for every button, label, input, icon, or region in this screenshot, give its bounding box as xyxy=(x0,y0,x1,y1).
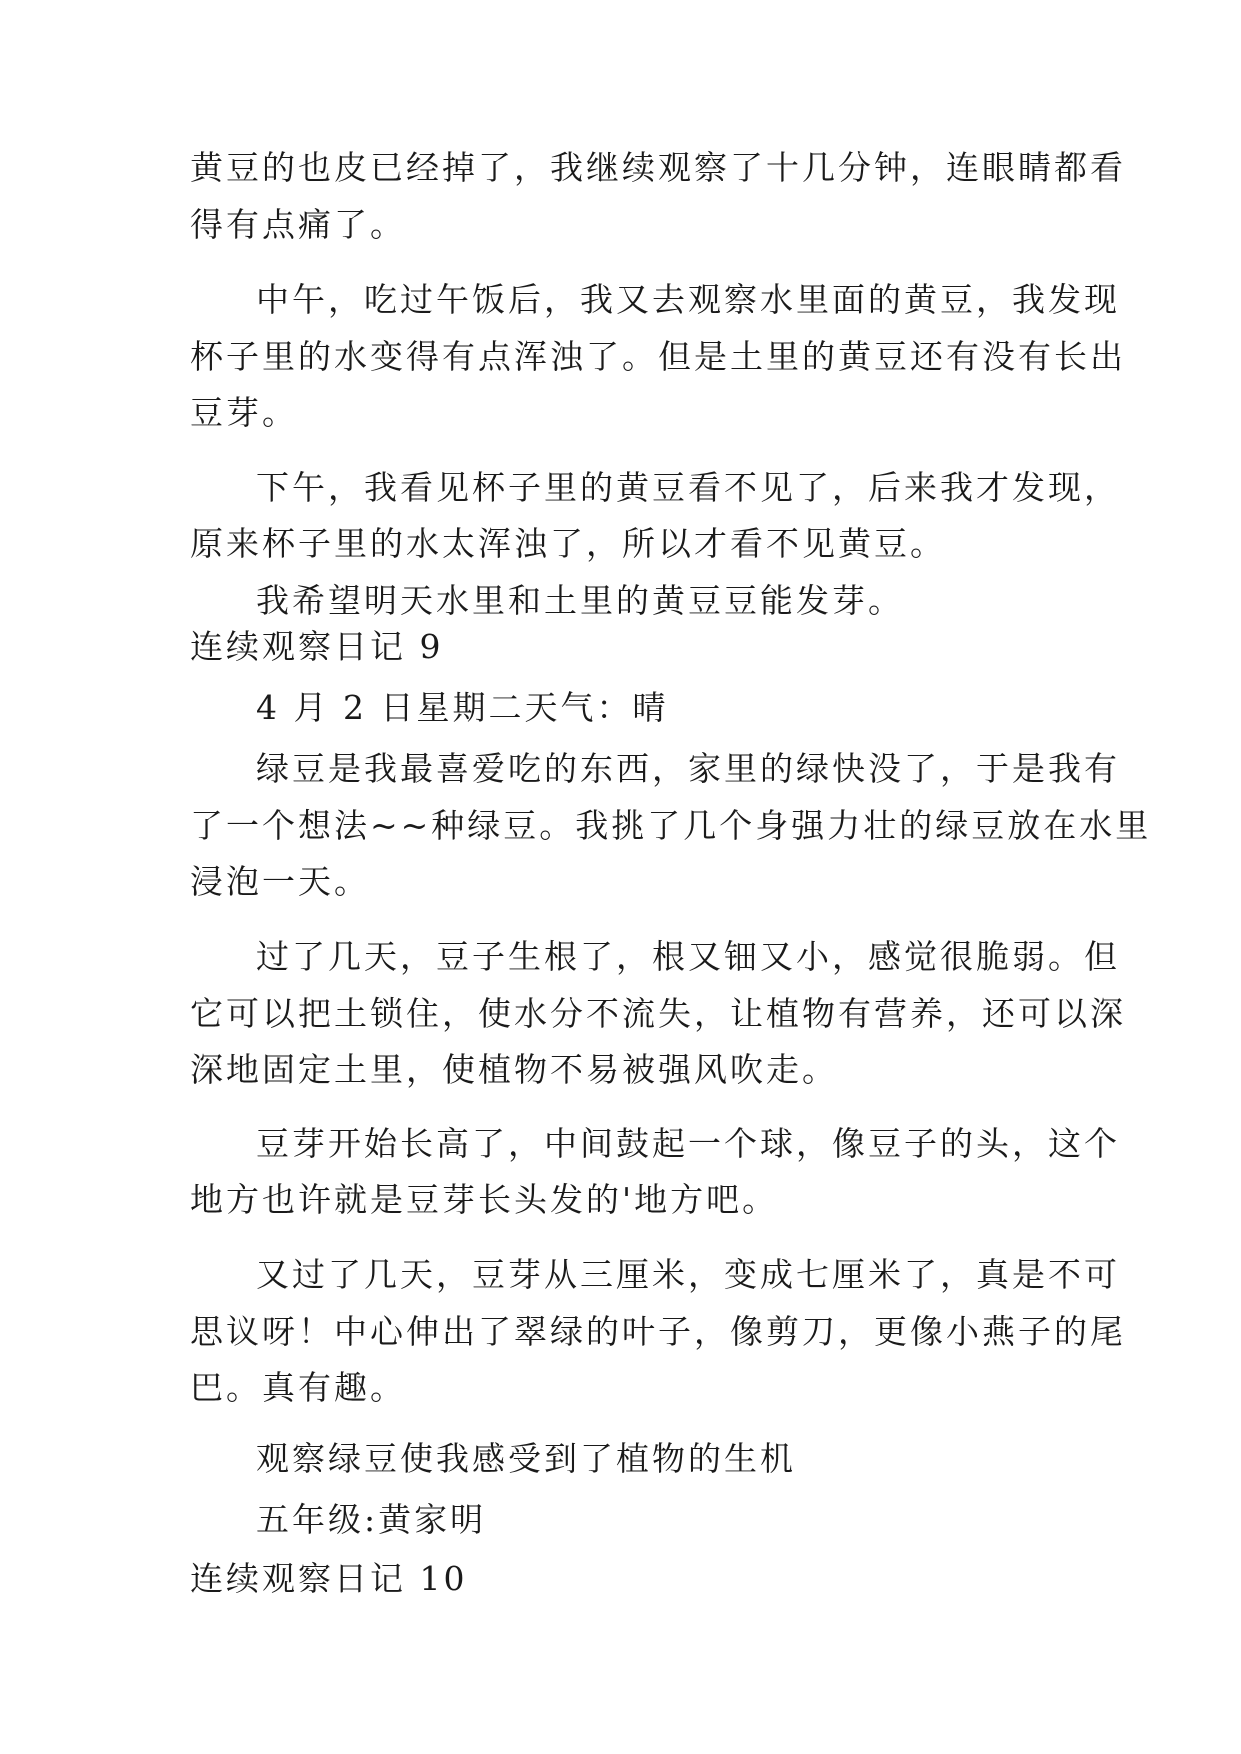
text-line: 豆芽。 xyxy=(190,393,298,432)
text-line: 它可以把土锁住，使水分不流失，让植物有营养，还可以深 xyxy=(190,994,1126,1033)
text-line: 黄豆的也皮已经掉了，我继续观察了十几分钟，连眼睛都看 xyxy=(190,148,1126,187)
text-line: 原来杯子里的水太浑浊了，所以才看不见黄豆。 xyxy=(190,524,946,563)
paragraph-start: 过了几天，豆子生根了，根又钿又小，感觉很脆弱。但 xyxy=(256,937,1120,976)
text-line: 杯子里的水变得有点浑浊了。但是土里的黄豆还有没有长出 xyxy=(190,337,1126,376)
section-heading: 连续观察日记 9 xyxy=(190,627,444,666)
paragraph-start: 绿豆是我最喜爱吃的东西，家里的绿快没了，于是我有 xyxy=(256,749,1120,788)
section-heading: 连续观察日记 10 xyxy=(190,1559,468,1598)
text-line: 了一个想法~~种绿豆。我挑了几个身强力壮的绿豆放在水里 xyxy=(190,806,1152,845)
paragraph-start: 下午，我看见杯子里的黄豆看不见了，后来我才发现， xyxy=(256,468,1120,507)
text-line: 巴。真有趣。 xyxy=(190,1368,406,1407)
paragraph-start: 我希望明天水里和土里的黄豆豆能发芽。 xyxy=(256,581,904,620)
text-line: 思议呀！中心伸出了翠绿的叶子，像剪刀，更像小燕子的尾 xyxy=(190,1312,1126,1351)
text-line: 浸泡一天。 xyxy=(190,862,370,901)
paragraph-start: 豆芽开始长高了，中间鼓起一个球，像豆子的头，这个 xyxy=(256,1124,1120,1163)
text-line: 得有点痛了。 xyxy=(190,205,406,244)
paragraph-start: 观察绿豆使我感受到了植物的生机 xyxy=(256,1439,796,1478)
author-line: 五年级:黄家明 xyxy=(256,1500,487,1539)
text-line: 深地固定土里，使植物不易被强风吹走。 xyxy=(190,1050,838,1089)
paragraph-start: 中午，吃过午饭后，我又去观察水里面的黄豆，我发现 xyxy=(256,280,1120,319)
paragraph-start: 又过了几天，豆芽从三厘米，变成七厘米了，真是不可 xyxy=(256,1255,1120,1294)
text-line: 地方也许就是豆芽长头发的'地方吧。 xyxy=(190,1180,779,1219)
date-line: 4 月 2 日星期二天气：晴 xyxy=(256,688,669,727)
